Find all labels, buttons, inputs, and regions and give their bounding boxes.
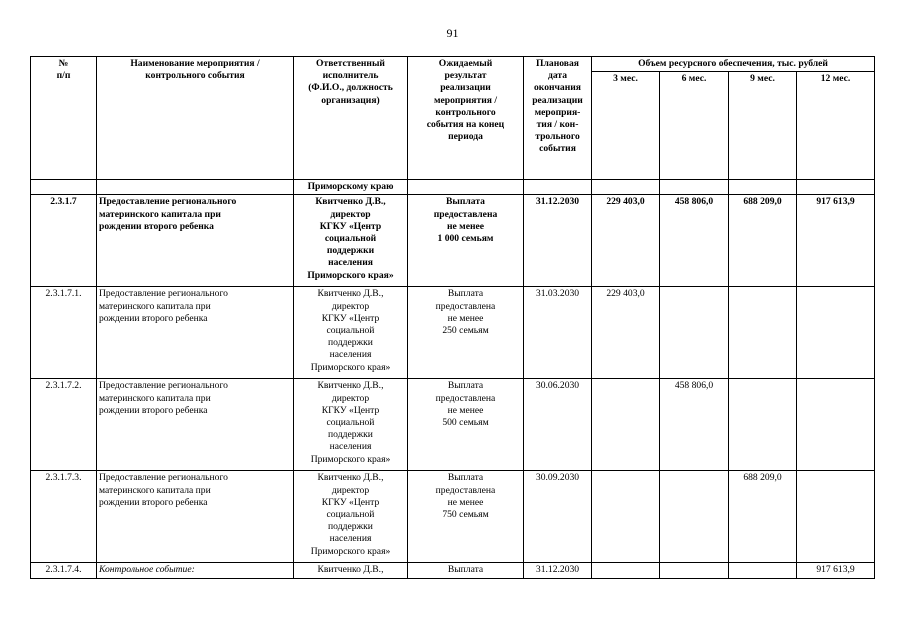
cell-result: Выплата предоставлена не менее 500 семьям xyxy=(408,379,524,471)
cell-num: 2.3.1.7 xyxy=(31,195,97,287)
cell-12m xyxy=(797,471,875,563)
col-header-num: № п/п xyxy=(31,57,97,180)
cell-resp: Квитченко Д.В., директор КГКУ «Центр социальной поддержки населения Приморского края» xyxy=(294,195,408,287)
table-row xyxy=(31,379,875,471)
cell-name: Предоставление регионального материнского капитала при рождении второго ребенка xyxy=(97,287,294,379)
col-header-funding: Объем ресурсного обеспечения, тыс. рублей xyxy=(592,57,875,72)
cell-result: Выплата xyxy=(408,563,524,578)
cell-date: 31.12.2030 xyxy=(524,195,592,287)
cell-result: Выплата предоставлена не менее 1 000 семьям xyxy=(408,195,524,287)
cell-resp: Квитченко Д.В., xyxy=(294,563,408,578)
cell-9m xyxy=(729,563,797,578)
cell-6m: 458 806,0 xyxy=(660,379,729,471)
cell-date: 30.09.2030 xyxy=(524,471,592,563)
header-row xyxy=(31,57,875,72)
cell-6m: 458 806,0 xyxy=(660,195,729,287)
cell-3m xyxy=(592,471,660,563)
cell-num: 2.3.1.7.2. xyxy=(31,379,97,471)
cell-result: Выплата предоставлена не менее 250 семьям xyxy=(408,287,524,379)
cell-3m: 229 403,0 xyxy=(592,287,660,379)
col-header-6m: 6 мес. xyxy=(660,72,729,180)
cell-12m xyxy=(797,379,875,471)
cell-name: Предоставление регионального материнского капитала при рождении второго ребенка xyxy=(97,471,294,563)
cell-name: Предоставление регионального материнского капитала при рождении второго ребенка xyxy=(97,195,294,287)
cell-resp: Приморскому краю xyxy=(294,180,408,195)
table-row xyxy=(31,563,875,578)
col-header-date: Плановая дата окончания реализации мероприя- тия / кон- трольного события xyxy=(524,57,592,180)
col-header-12m: 12 мес. xyxy=(797,72,875,180)
cell-date: 31.12.2030 xyxy=(524,563,592,578)
col-header-9m: 9 мес. xyxy=(729,72,797,180)
cell-num: 2.3.1.7.4. xyxy=(31,563,97,578)
table-row xyxy=(31,471,875,563)
cell-3m xyxy=(592,563,660,578)
cell-num: 2.3.1.7.3. xyxy=(31,471,97,563)
cell-name: Контрольное событие: xyxy=(97,563,294,578)
cell-3m xyxy=(592,379,660,471)
plan-table xyxy=(30,56,875,579)
page-number: 91 xyxy=(446,26,459,40)
col-header-3m: 3 мес. xyxy=(592,72,660,180)
cell-resp: Квитченко Д.В., директор КГКУ «Центр социальной поддержки населения Приморского края» xyxy=(294,287,408,379)
cell-3m: 229 403,0 xyxy=(592,195,660,287)
cell-9m xyxy=(729,379,797,471)
cell-9m xyxy=(729,287,797,379)
cell-resp: Квитченко Д.В., директор КГКУ «Центр социальной поддержки населения Приморского края» xyxy=(294,379,408,471)
cell-result: Выплата предоставлена не менее 750 семьям xyxy=(408,471,524,563)
table-row-continuation xyxy=(31,180,875,195)
cell-date: 30.06.2030 xyxy=(524,379,592,471)
cell-name: Предоставление регионального материнского капитала при рождении второго ребенка xyxy=(97,379,294,471)
cell-12m: 917 613,9 xyxy=(797,563,875,578)
table-row xyxy=(31,195,875,287)
col-header-result: Ожидаемый результат реализации мероприятия / контрольного события на конец периода xyxy=(408,57,524,180)
cell-6m xyxy=(660,471,729,563)
cell-6m xyxy=(660,287,729,379)
cell-resp: Квитченко Д.В., директор КГКУ «Центр социальной поддержки населения Приморского края» xyxy=(294,471,408,563)
col-header-responsible: Ответственный исполнитель (Ф.И.О., должность организация) xyxy=(294,57,408,180)
cell-12m xyxy=(797,287,875,379)
cell-9m: 688 209,0 xyxy=(729,195,797,287)
col-header-name: Наименование мероприятия / контрольного события xyxy=(97,57,294,180)
cell-6m xyxy=(660,563,729,578)
cell-date: 31.03.2030 xyxy=(524,287,592,379)
table-row xyxy=(31,287,875,379)
cell-9m: 688 209,0 xyxy=(729,471,797,563)
cell-12m: 917 613,9 xyxy=(797,195,875,287)
cell-num: 2.3.1.7.1. xyxy=(31,287,97,379)
